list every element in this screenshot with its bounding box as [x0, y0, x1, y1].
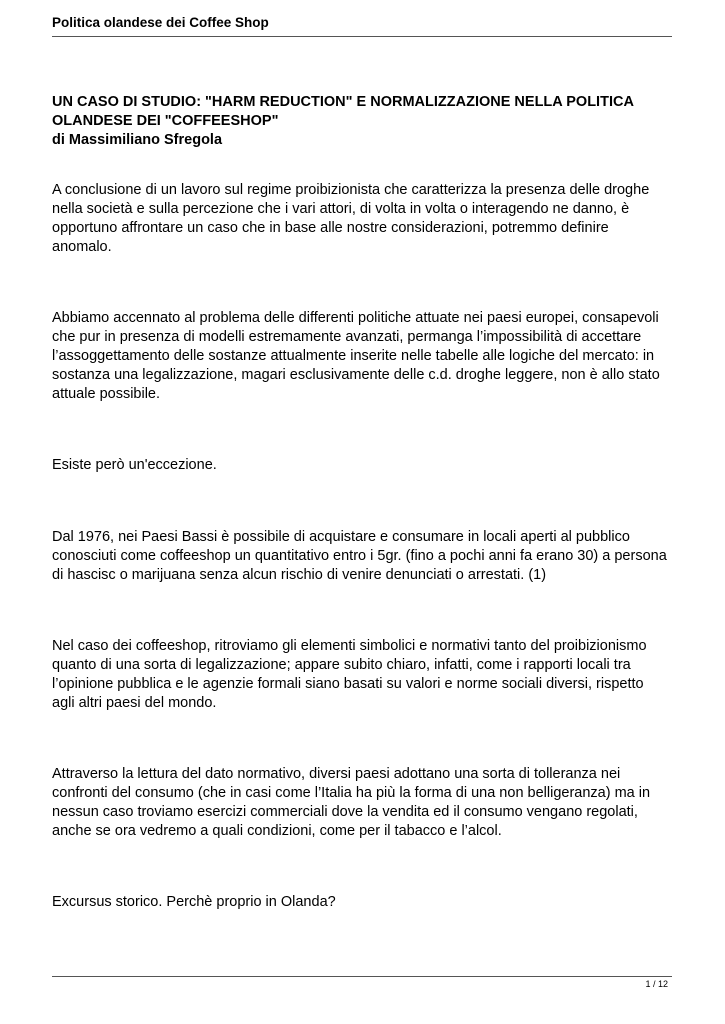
- paragraph-3: [52, 456, 677, 475]
- paragraph-6: [52, 765, 677, 841]
- paragraph-line: Dal 1976, nei Paesi Bassi è possibile di acquistare e consumare in locali aperti al pubblico: [52, 529, 630, 545]
- paragraph-line: confronti del consumo (che in casi come l’Italia ha più la forma di una non belligeranza) ma in: [52, 785, 651, 801]
- paragraph-line: l’assoggettamento delle sostanze attualmente inserite nelle tabelle alle logiche del mercato: in: [52, 348, 655, 364]
- paragraph-line: conosciuti come coffeeshop un quantitativo entro i 5gr. (fino a pochi anni fa erano 30) a persona: [52, 548, 667, 564]
- paragraph-line: Abbiamo accennato al problema delle differenti politiche attuate nei paesi europei, consapevoli: [52, 310, 659, 326]
- paragraph-5: [52, 637, 677, 713]
- paragraph-line: opportuno affrontare un caso che in base alle nostre considerazioni, potremmo definire: [52, 220, 609, 236]
- paragraph-line: nella società e sulla percezione che i vari attori, di volta in volta o interagendo ne danno, è: [52, 201, 630, 217]
- paragraph-2: [52, 309, 677, 404]
- paragraph-line: l’opinione pubblica e le agenzie formali siano basati su valori e norme sociali diversi, rispetto: [52, 676, 644, 692]
- paragraph-line: attuale possibile.: [52, 386, 161, 402]
- paragraph-line: nessun caso troviamo esercizi commerciali dove la vendita ed il consumo vengano regolati,: [52, 804, 638, 820]
- page-number: 1 / 12: [645, 979, 668, 989]
- title-line: UN CASO DI STUDIO: "HARM REDUCTION" E NORMALIZZAZIONE NELLA POLITICA: [52, 94, 634, 110]
- section-heading-excursus: [52, 893, 677, 912]
- paragraph-1: [52, 181, 677, 257]
- title-line: OLANDESE DEI "COFFEESHOP": [52, 113, 279, 129]
- paragraph-line: agli altri paesi del mondo.: [52, 695, 217, 711]
- paragraph-line: Nel caso dei coffeeshop, ritroviamo gli elementi simbolici e normativi tanto del proibizionismo: [52, 638, 647, 654]
- paragraph-line: Esiste però un'eccezione.: [52, 457, 217, 473]
- document-title: [52, 93, 672, 150]
- paragraph-line: anomalo.: [52, 239, 112, 255]
- running-header: Politica olandese dei Coffee Shop: [52, 15, 269, 30]
- paragraph-line: che pur in presenza di modelli estremamente avanzati, permanga l’impossibilità di accettare: [52, 329, 642, 345]
- paragraph-line: A conclusione di un lavoro sul regime proibizionista che caratterizza la presenza delle droghe: [52, 182, 650, 198]
- author-line: di Massimiliano Sfregola: [52, 132, 223, 148]
- paragraph-4: [52, 528, 677, 585]
- paragraph-line: quanto di una sorta di legalizzazione; appare subito chiaro, infatti, come i rapporti locali tra: [52, 657, 631, 673]
- paragraph-line: di hascisc o marijuana senza alcun rischio di venire denunciati o arrestati. (1): [52, 567, 547, 583]
- paragraph-line: sostanza una legalizzazione, magari esclusivamente delle c.d. droghe leggere, non è allo stato: [52, 367, 660, 383]
- paragraph-line: Attraverso la lettura del dato normativo, diversi paesi adottano una sorta di tolleranza nei: [52, 766, 621, 782]
- paragraph-line: anche se ora vedremo a quali condizioni, come per il tabacco e l’alcol.: [52, 823, 502, 839]
- footer-divider: [52, 976, 672, 977]
- header-divider: [52, 36, 672, 37]
- paragraph-line: Excursus storico. Perchè proprio in Olanda?: [52, 894, 336, 910]
